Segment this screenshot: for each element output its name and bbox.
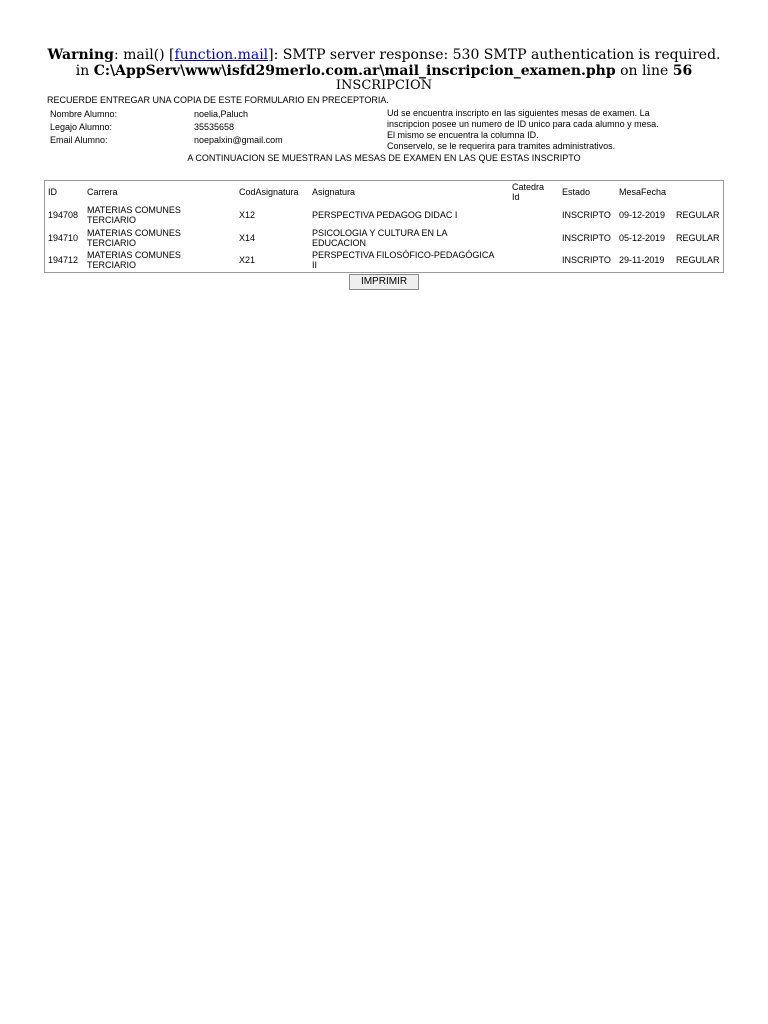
note-line-4: Conservelo, se le requerira para tramites administrativos. [387, 141, 616, 151]
header-catedra-line-2: Id [512, 192, 520, 202]
row-estado: INSCRIPTO [562, 233, 611, 243]
warning-path: C:\AppServ\www\isfd29merlo.com.ar\mail_inscripcion_examen.php [93, 63, 616, 79]
row-carrera-line-2: TERCIARIO [87, 215, 137, 225]
header-catedra-id [512, 182, 544, 202]
email-label: Email Alumno: [50, 135, 108, 145]
row-estado: INSCRIPTO [562, 210, 611, 220]
row-cod: X21 [239, 255, 256, 265]
warning-on-line: on line [615, 63, 673, 79]
header-codasignatura: CodAsignatura [239, 187, 299, 197]
row-fecha: 05-12-2019 [619, 233, 666, 243]
row-carrera [87, 205, 181, 225]
warning-line-number: 56 [672, 63, 693, 79]
header-estado: Estado [562, 187, 591, 197]
row-carrera [87, 250, 181, 270]
page-title: INSCRIPCION [335, 78, 433, 93]
name-value: noelia,Paluch [194, 109, 249, 119]
legajo-label: Legajo Alumno: [50, 122, 113, 132]
row-asignatura-line-1: PERSPECTIVA PEDAGOG DIDAC I [312, 210, 458, 220]
email-value: noepalxin@gmail.com [194, 135, 283, 145]
header-id: ID [48, 187, 57, 197]
mesas-table [44, 180, 724, 273]
row-asignatura-line-2: EDUCACION [312, 238, 367, 248]
reminder-text: RECUERDE ENTREGAR UNA COPIA DE ESTE FORMULARIO EN PRECEPTORIA. [47, 95, 389, 105]
row-fecha: 29-11-2019 [619, 255, 665, 265]
row-carrera-line-1: MATERIAS COMUNES [87, 228, 181, 238]
row-asignatura [312, 228, 448, 248]
row-fecha: 09-12-2019 [619, 210, 666, 220]
warning-text-2: ]: SMTP server response: 530 SMTP authentication is required. [268, 47, 721, 63]
note-line-2: inscripcion posee un numero de ID unico para cada alumno y mesa. [387, 119, 659, 129]
function-mail-link[interactable]: function.mail [174, 47, 269, 63]
header-carrera: Carrera [87, 187, 118, 197]
row-carrera-line-1: MATERIAS COMUNES [87, 250, 181, 260]
row-carrera-line-1: MATERIAS COMUNES [87, 205, 181, 215]
row-carrera-line-2: TERCIARIO [87, 260, 137, 270]
inscription-note [387, 108, 717, 152]
row-asignatura [312, 210, 457, 220]
row-tipo: REGULAR [676, 255, 720, 265]
note-line-3: El mismo se encuentra la columna ID. [387, 130, 539, 140]
header-asignatura: Asignatura [312, 187, 356, 197]
warning-label: Warning [47, 47, 114, 63]
row-tipo: REGULAR [676, 233, 720, 243]
legajo-value: 35535658 [194, 122, 235, 132]
row-id: 194710 [48, 233, 79, 243]
php-warning [0, 47, 768, 79]
mesas-heading: A CONTINUACION SE MUESTRAN LAS MESAS DE EXAMEN EN LAS QUE ESTAS INSCRIPTO [187, 153, 581, 163]
name-label: Nombre Alumno: [50, 109, 118, 119]
row-asignatura-line-2: II [312, 260, 318, 270]
row-asignatura-line-1: PSICOLOGIA Y CULTURA EN LA [312, 228, 448, 238]
row-carrera [87, 228, 181, 248]
print-button[interactable]: IMPRIMIR [349, 274, 419, 290]
note-line-1: Ud se encuentra inscripto en las siguientes mesas de examen. La [387, 108, 650, 118]
header-catedra-line-1: Catedra [512, 182, 545, 192]
row-asignatura-line-1: PERSPECTIVA FILOSÓFICO-PEDAGÓGICA [312, 250, 495, 260]
row-id: 194708 [48, 210, 79, 220]
row-cod: X14 [239, 233, 256, 243]
row-id: 194712 [48, 255, 79, 265]
row-tipo: REGULAR [676, 210, 720, 220]
header-mesafecha: MesaFecha [619, 187, 667, 197]
row-estado: INSCRIPTO [562, 255, 611, 265]
warning-in: in [75, 63, 94, 79]
row-cod: X12 [239, 210, 256, 220]
row-asignatura [312, 250, 494, 270]
row-carrera-line-2: TERCIARIO [87, 238, 137, 248]
warning-text-1: : mail() [ [113, 47, 175, 63]
